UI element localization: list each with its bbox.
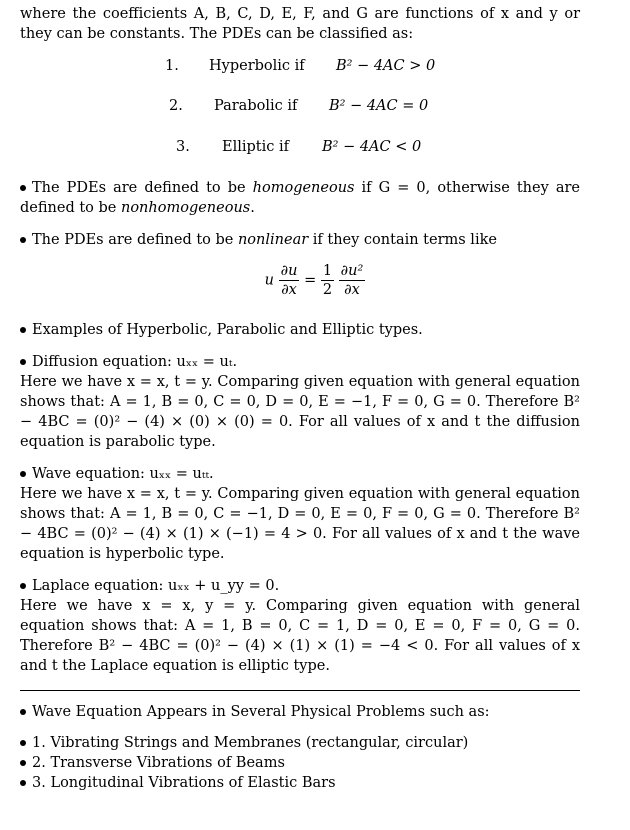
diffusion-section xyxy=(20,352,580,452)
list-item: 1. Vibrating Strings and Membranes (rectangular, circular) xyxy=(20,733,580,753)
laplace-section xyxy=(20,576,580,676)
class-condition: B² − 4AC > 0 xyxy=(336,58,436,74)
section-divider xyxy=(20,690,580,691)
wave-body: Here we have x = x, t = y. Comparing given equation with general equation shows that: A = 1, B = 0, C = −1, D = 0, E = 0, F = 0, G = 0. Therefore B² − 4BC = (0)² − (4) × (1) × (−1) = 4 > 0. For all values of x and t the wave equation is hyperbolic type. xyxy=(20,486,580,562)
bullet-icon xyxy=(20,583,26,589)
formula-equals: = xyxy=(304,272,317,289)
class-name: Hyperbolic if xyxy=(209,58,305,74)
list-item: 2. Transverse Vibrations of Beams xyxy=(20,753,580,773)
list-item: 3. Longitudinal Vibrations of Elastic Bars xyxy=(20,773,580,793)
emphasis-homogeneous: homogeneous xyxy=(252,180,355,196)
bullet-icon xyxy=(20,740,26,746)
diffusion-body: Here we have x = x, t = y. Comparing given equation with general equation shows that: A = 1, B = 0, C = 0, D = 0, E = −1, F = 0, G = 0. Therefore B² − 4BC = (0)² − (4) × (0) × (0) = 0. For all values of x and t the diffusion equation is parabolic type. xyxy=(20,374,580,450)
bullet-icon xyxy=(20,760,26,766)
class-condition: B² − 4AC = 0 xyxy=(329,98,429,114)
bullet-icon xyxy=(20,185,26,191)
homogeneous-paragraph: The PDEs are defined to be homogeneous if G = 0, otherwise they are defined to be nonhomogeneous. xyxy=(20,180,580,216)
emphasis-nonlinear: nonlinear xyxy=(237,232,309,248)
diffusion-title: Diffusion equation: uₓₓ = uₜ. xyxy=(20,352,580,372)
class-name: Parabolic if xyxy=(214,98,298,114)
wave-problems-heading: Wave Equation Appears in Several Physical Problems such as: xyxy=(20,702,580,722)
formula-lhs-fraction: $\frac{\partial u}{\partial x}$ xyxy=(280,263,298,298)
nonlinear-paragraph: The PDEs are defined to be nonlinear if they contain terms like xyxy=(20,230,580,250)
class-number: 1. xyxy=(165,58,179,74)
emphasis-nonhomogeneous: nonhomogeneous xyxy=(120,200,251,216)
bullet-icon xyxy=(20,327,26,333)
laplace-title: Laplace equation: uₓₓ + u_yy = 0. xyxy=(20,576,580,596)
laplace-body: Here we have x = x, y = y. Comparing given equation with general equation shows that: A = 1, B = 0, C = 1, D = 0, E = 0, F = 0, G = 0. Therefore B² − 4BC = (0)² − (4) × (1) × (1) = −4 < 0. For all values of x and t the Laplace equation is elliptic type. xyxy=(20,598,580,674)
intro-paragraph: where the coefficients A, B, C, D, E, F, and G are functions of x and y or they can be constants. The PDEs can be classified as: xyxy=(20,6,580,42)
classification-row-hyperbolic xyxy=(0,56,630,76)
wave-title: Wave equation: uₓₓ = uₜₜ. xyxy=(20,464,580,484)
bullet-icon xyxy=(20,709,26,715)
wave-section xyxy=(20,464,580,564)
formula-rhs-fraction: $\frac{\text{∂u²}}{\partial x}$ xyxy=(340,263,364,298)
class-condition: B² − 4AC < 0 xyxy=(322,139,422,155)
nonlinear-formula xyxy=(0,262,630,299)
class-number: 3. xyxy=(176,139,190,155)
classification-row-parabolic xyxy=(0,96,630,116)
examples-heading: Examples of Hyperbolic, Parabolic and Elliptic types. xyxy=(20,320,580,340)
bullet-icon xyxy=(20,237,26,243)
bullet-icon xyxy=(20,359,26,365)
formula-u: u xyxy=(264,272,274,289)
bullet-icon xyxy=(20,780,26,786)
class-number: 2. xyxy=(169,98,183,114)
bullet-icon xyxy=(20,471,26,477)
classification-row-elliptic xyxy=(0,137,630,157)
class-name: Elliptic if xyxy=(222,139,289,155)
formula-half-fraction: $\frac{1}{2}$ xyxy=(322,263,333,298)
